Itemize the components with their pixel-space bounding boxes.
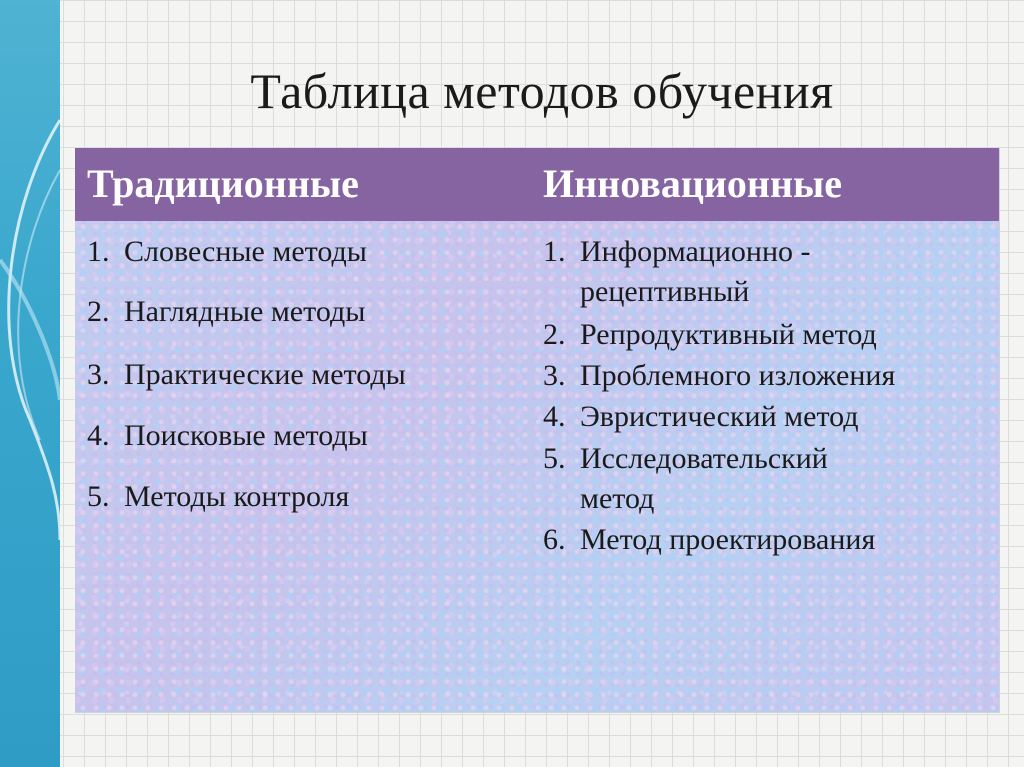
- item-text: Наглядные методы: [124, 295, 366, 328]
- item-number: 3.: [543, 359, 566, 392]
- item-number: 4.: [87, 419, 110, 452]
- header-traditional: Традиционные: [87, 161, 359, 206]
- item-number: 4.: [543, 400, 566, 433]
- table-header-row: [75, 148, 999, 221]
- item-text: Практические методы: [124, 358, 406, 391]
- item-number: 2.: [543, 318, 566, 351]
- item-text-continuation: метод: [580, 482, 655, 515]
- item-number: 1.: [87, 235, 110, 268]
- item-text: Эвристический метод: [580, 400, 859, 433]
- swirl-decoration: [0, 0, 60, 767]
- methods-table: [75, 148, 1000, 713]
- decorative-side-bar: [0, 0, 60, 767]
- slide-title: Таблица методов обучения: [250, 63, 834, 119]
- item-number: 1.: [543, 235, 566, 268]
- item-text: Проблемного изложения: [580, 359, 896, 392]
- table-body: [75, 221, 999, 712]
- item-text-continuation: рецептивный: [580, 275, 750, 308]
- item-number: 6.: [543, 523, 566, 556]
- item-text: Методы контроля: [124, 480, 350, 513]
- item-number: 5.: [87, 480, 110, 513]
- item-number: 2.: [87, 295, 110, 328]
- item-text: Информационно -: [580, 235, 811, 268]
- item-text: Репродуктивный метод: [580, 318, 877, 351]
- item-number: 5.: [543, 442, 566, 475]
- item-number: 3.: [87, 358, 110, 391]
- item-text: Поисковые методы: [124, 419, 368, 452]
- item-text: Метод проектирования: [580, 523, 876, 556]
- item-text: Исследовательский: [580, 442, 828, 475]
- item-text: Словесные методы: [124, 235, 367, 268]
- header-innovative: Инновационные: [543, 161, 842, 206]
